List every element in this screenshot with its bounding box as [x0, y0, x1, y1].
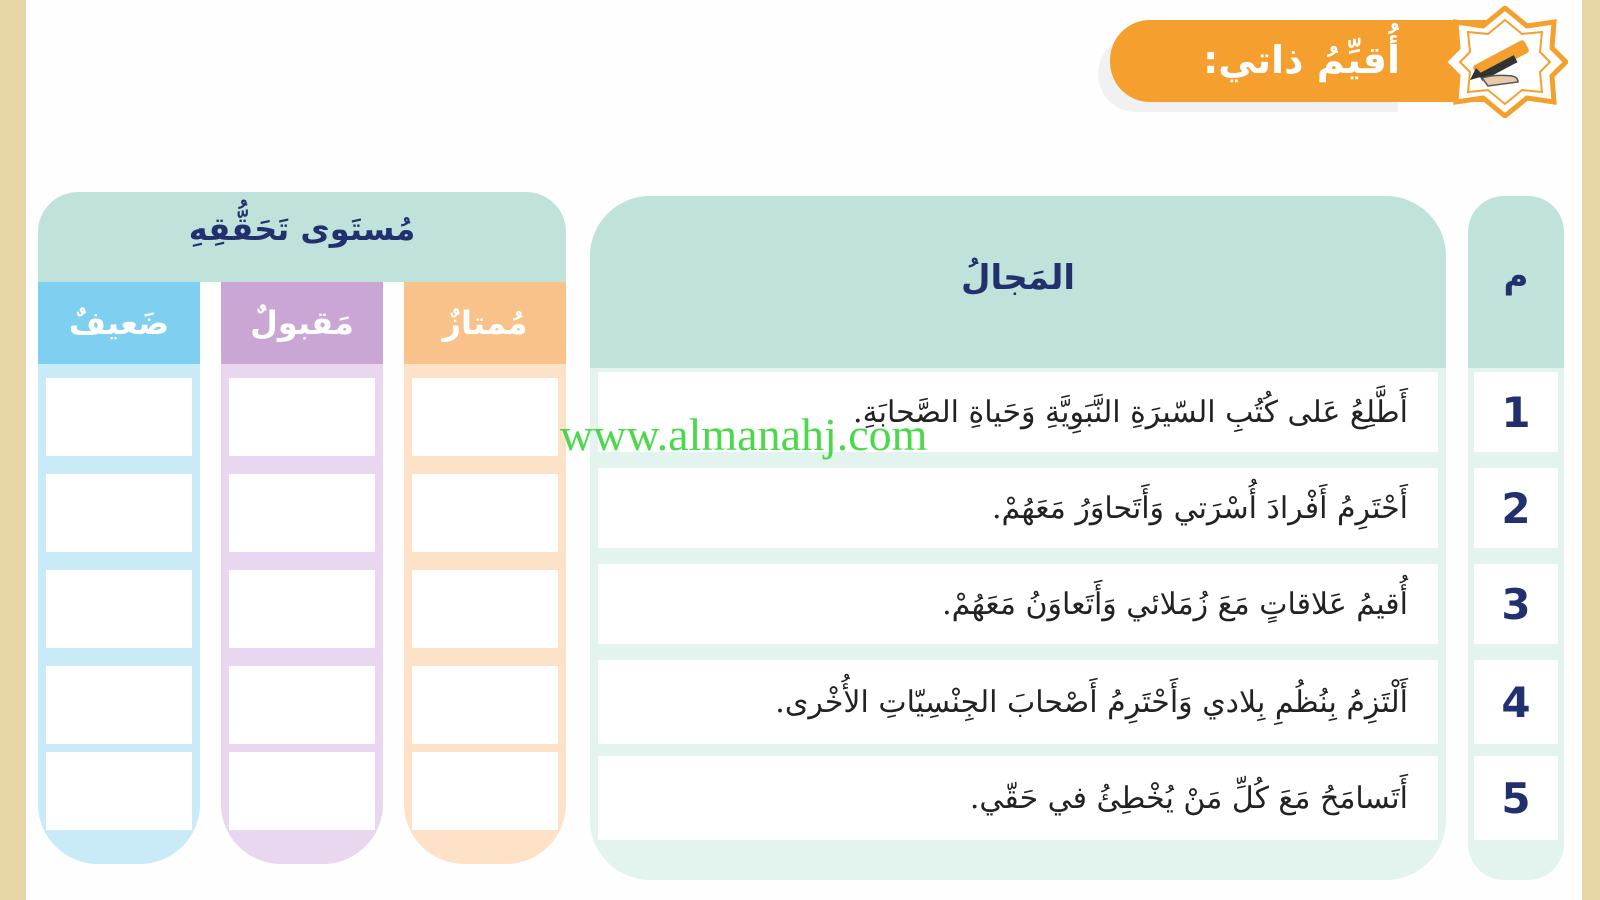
- field-header-label: المَجالُ: [961, 258, 1075, 298]
- weak-cell-2[interactable]: [46, 474, 192, 552]
- excellent-cell-2[interactable]: [412, 474, 558, 552]
- acceptable-cell-5[interactable]: [229, 752, 375, 830]
- watermark-text: www.almanahj.com: [560, 409, 928, 460]
- weak-cell-3[interactable]: [46, 570, 192, 648]
- table-row: [598, 660, 1438, 744]
- row-number-3: 3: [1474, 564, 1558, 644]
- banner-title: أُقيِّمُ ذاتي:: [1203, 38, 1400, 82]
- row-number-1: 1: [1474, 372, 1558, 452]
- field-table: [590, 196, 1446, 880]
- acceptable-cell-4[interactable]: [229, 666, 375, 744]
- table-row: [598, 564, 1438, 644]
- page-border: [1582, 0, 1600, 900]
- weak-cell-1[interactable]: [46, 378, 192, 456]
- weak-cell-4[interactable]: [46, 666, 192, 744]
- excellent-cell-1[interactable]: [412, 378, 558, 456]
- rating-title: مُستَوى تَحَقُّقِهِ: [188, 210, 416, 248]
- row-number-5: 5: [1474, 756, 1558, 840]
- row-text-1: أَطَّلِعُ عَلى كُتُبِ السّيرَةِ النَّبَوِيَّةِ وَحَياةِ الصَّحابَةِ.: [853, 394, 1408, 430]
- row-number-4: 4: [1474, 660, 1558, 744]
- excellent-label: مُمتازٌ: [404, 282, 566, 364]
- row-text-4: أَلْتَزِمُ بِنُظُمِ بِلادي وَأَحْتَرِمُ أَصْحابَ الجِنْسِيّاتِ الأُخْرى.: [775, 684, 1408, 720]
- acceptable-column: [221, 282, 383, 864]
- table-row: [598, 756, 1438, 840]
- row-number-2: 2: [1474, 468, 1558, 548]
- excellent-cell-3[interactable]: [412, 570, 558, 648]
- acceptable-cell-3[interactable]: [229, 570, 375, 648]
- acceptable-label: مَقبولٌ: [221, 282, 383, 364]
- excellent-column: [404, 282, 566, 864]
- row-text-2: أَحْتَرِمُ أَفْرادَ أُسْرَتي وَأَتَحاوَرُ مَعَهُمْ.: [991, 490, 1408, 526]
- excellent-cell-4[interactable]: [412, 666, 558, 744]
- table-row: [598, 468, 1438, 548]
- number-column: [1468, 196, 1564, 880]
- weak-cell-5[interactable]: [46, 752, 192, 830]
- acceptable-cell-1[interactable]: [229, 378, 375, 456]
- pen-writing-icon: [1442, 6, 1568, 118]
- excellent-cell-5[interactable]: [412, 752, 558, 830]
- weak-column: [38, 282, 200, 864]
- row-text-5: أَتَسامَحُ مَعَ كُلِّ مَنْ يُخْطِئُ في حَقّي.: [969, 780, 1408, 816]
- weak-label: ضَعيفٌ: [38, 282, 200, 364]
- acceptable-cell-2[interactable]: [229, 474, 375, 552]
- number-header-label: م: [1503, 256, 1529, 296]
- rating-panel: [38, 192, 566, 872]
- row-text-3: أُقيمُ عَلاقاتٍ مَعَ زُمَلائي وَأَتَعاوَنُ مَعَهُمْ.: [942, 586, 1408, 622]
